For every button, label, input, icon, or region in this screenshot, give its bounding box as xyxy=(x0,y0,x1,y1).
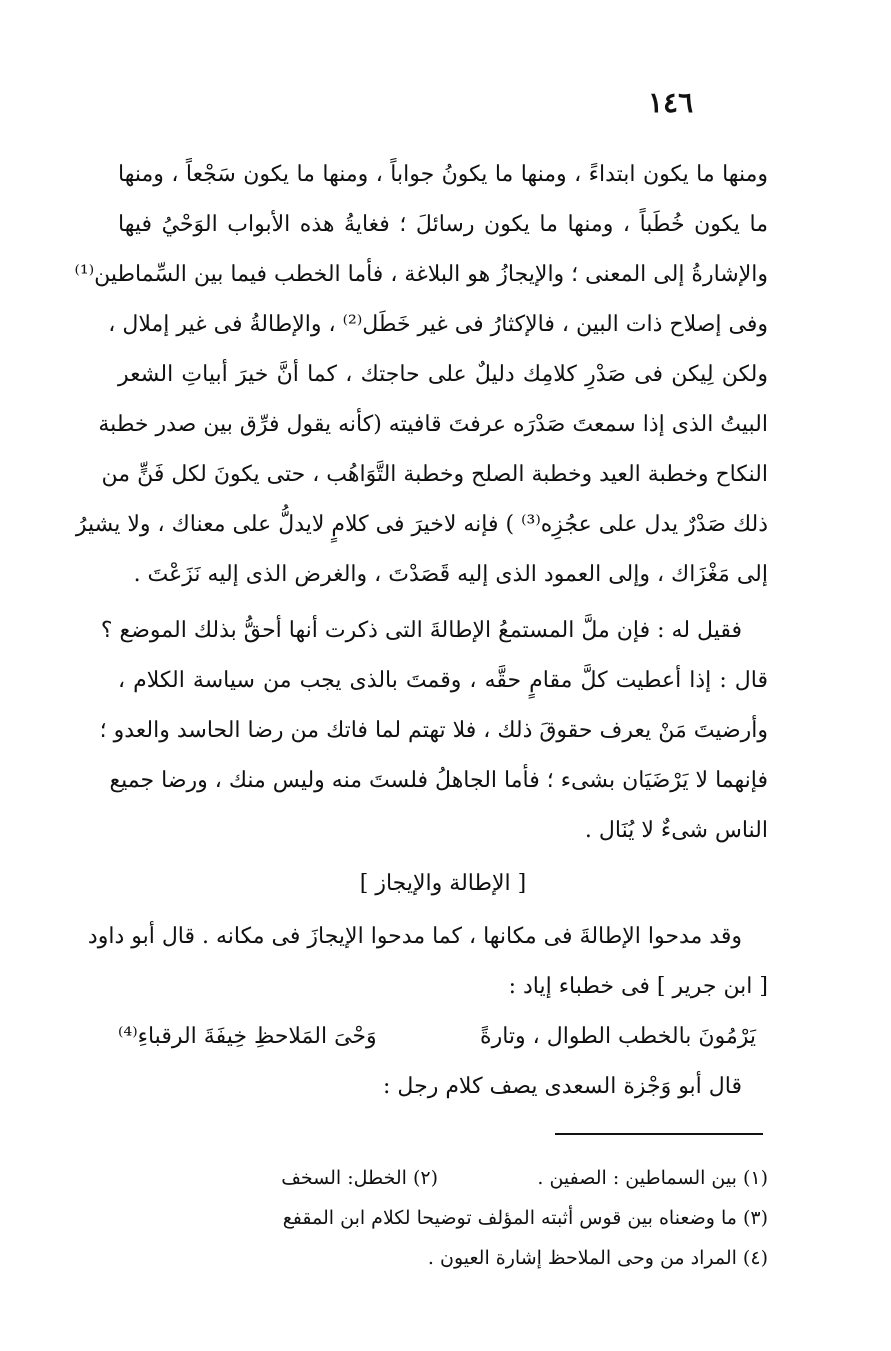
footnote-row xyxy=(200,1198,768,1238)
text-line: فقيل له : فإن ملَّ المستمعُ الإطالةَ التى ذكرت أنها أحقُّ بذلك الموضع ؟ xyxy=(100,618,742,643)
footnotes xyxy=(200,1158,768,1278)
text-line: قال : إذا أعطيت كلَّ مقامٍ حقَّه ، وقمتَ بالذى يجب من سياسة الكلام ، xyxy=(118,668,768,693)
footnote-row xyxy=(200,1158,768,1198)
footnote-separator xyxy=(555,1133,763,1135)
text-line: ولكن لِيكن فى صَدْرِ كلامِك دليلٌ على حاجتك ، كما أنَّ خيرَ أبياتِ الشعر xyxy=(118,362,768,387)
paragraph-2 xyxy=(99,606,768,856)
paragraph-1 xyxy=(74,150,768,600)
text-line: ومنها ما يكون ابتداءً ، ومنها ما يكونُ جواباً ، ومنها ما يكون سَجْعاً ، ومنها xyxy=(118,162,768,187)
footnote-4: (٤) المراد من وحى الملاحظ إشارة العيون . xyxy=(427,1247,768,1269)
page-number: ١٤٦ xyxy=(648,86,694,119)
text-line: وأرضيتَ مَنْ يعرف حقوقَ ذلك ، فلا تهتم لما فاتك من رضا الحاسد والعدو ؛ xyxy=(99,718,768,743)
text-line: الناس شىءٌ لا يُنَال . xyxy=(584,818,768,843)
paragraph-4: قال أبو وَجْزة السعدى يصف كلام رجل : xyxy=(383,1074,742,1099)
body-text xyxy=(74,150,768,1112)
text-line: ذلك صَدْرٌ يدل على عجُزِه⁽³⁾ ) فإنه لاخيرَ فى كلامٍ لايدلُّ على معناك ، ولا يشيرُ xyxy=(75,512,768,537)
section-heading: [ الإطالة والإيجاز ] xyxy=(359,871,527,896)
footnote-row xyxy=(200,1238,768,1278)
verse-line xyxy=(118,1012,768,1062)
text-line: والإشارةُ إلى المعنى ؛ والإيجازُ هو البلاغة ، فأما الخطب فيما بين السِّماطين⁽¹⁾ xyxy=(74,262,768,287)
text-line: إلى مَغْزَاك ، وإلى العمود الذى إليه قَصَدْتَ ، والغرض الذى إليه نَزَعْتَ . xyxy=(133,562,768,587)
text-line: [ ابن جرير ] فى خطباء إياد : xyxy=(508,974,768,999)
footnote-3: (٣) ما وضعناه بين قوس أثبته المؤلف توضيحا لكلام ابن المقفع xyxy=(282,1207,768,1229)
text-line: وقد مدحوا الإطالةَ فى مكانها ، كما مدحوا الإيجازَ فى مكانه . قال أبو داود xyxy=(87,924,742,949)
text-line: البيتُ الذى إذا سمعتَ صَدْرَه عرفتَ قافيته (كأنه يقول فرِّق بين صدر خطبة xyxy=(98,412,768,437)
text-line: فإنهما لا يَرْضَيَان بشىء ؛ فأما الجاهلُ فلستَ منه وليس منك ، ورضا جميع xyxy=(109,768,768,793)
verse-second-hemistich: وَحْىَ المَلاحظِ خِيفَةَ الرقباءِ⁽⁴⁾ xyxy=(118,1024,377,1049)
paragraph-3 xyxy=(87,912,768,1012)
text-line: النكاح وخطبة العيد وخطبة الصلح وخطبة التَّوَاهُب ، حتى يكونَ لكل فَنٍّ من xyxy=(101,462,768,487)
footnote-2: (٢) الخطل: السخف xyxy=(281,1167,438,1189)
text-line: وفى إصلاح ذات البين ، فالإكثارُ فى غير خَطَل⁽²⁾ ، والإطالةُ فى غير إملال ، xyxy=(108,312,768,337)
verse-first-hemistich: يَرْمُونَ بالخطب الطوال ، وتارةً xyxy=(480,1024,756,1049)
text-line: ما يكون خُطَباً ، ومنها ما يكون رسائلَ ؛ فغايةُ هذه الأبواب الوَحْيُ فيها xyxy=(118,212,768,237)
footnote-1: (١) بين السماطين : الصفين . xyxy=(537,1167,768,1189)
